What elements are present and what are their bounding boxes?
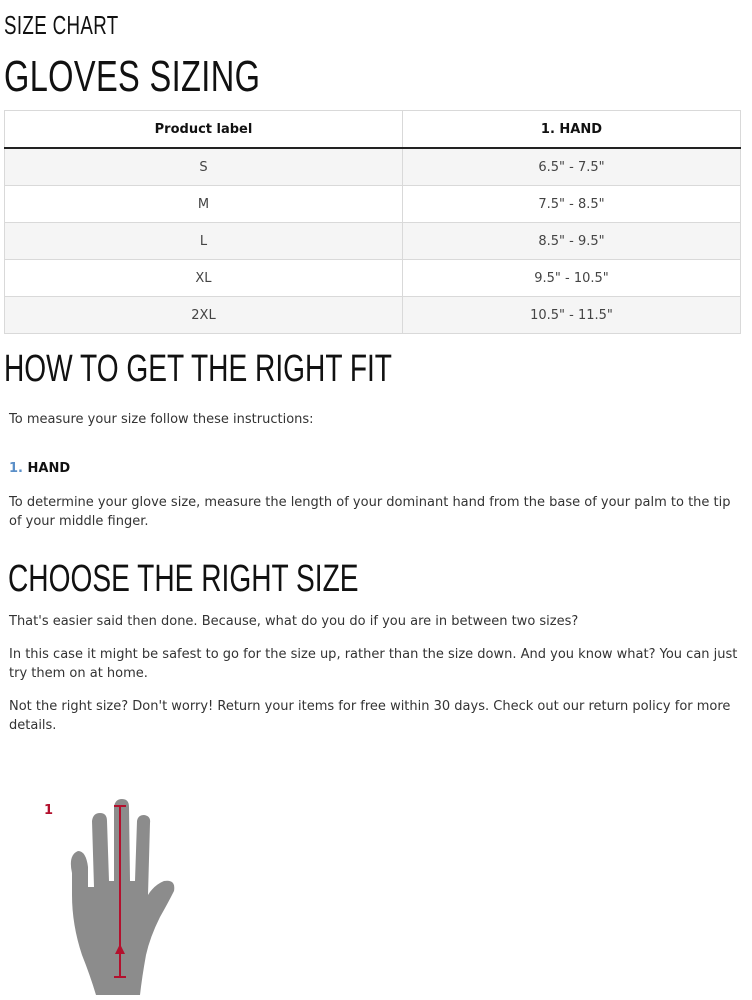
- measure-number: 1.: [9, 461, 23, 476]
- hand-icon: [71, 799, 174, 995]
- column-header-product-label: Product label: [5, 111, 403, 149]
- size-label-cell: XL: [5, 260, 403, 297]
- choose-section-title: CHOOSE THE RIGHT SIZE: [8, 558, 359, 600]
- hand-range-cell: 10.5" - 11.5": [402, 297, 740, 334]
- measure-label: HAND: [27, 461, 71, 476]
- size-label-cell: M: [5, 186, 403, 223]
- page-title: GLOVES SIZING: [4, 52, 261, 101]
- size-chart-eyebrow: SIZE CHART: [4, 10, 119, 40]
- fit-intro-text: To measure your size follow these instructions:: [9, 412, 314, 427]
- measure-hand-label: [9, 461, 70, 476]
- measure-hand-text: To determine your glove size, measure the length of your dominant hand from the base of your palm to the tip of your middle finger.: [9, 495, 731, 529]
- hand-range-cell: 6.5" - 7.5": [402, 148, 740, 186]
- hand-range-cell: 7.5" - 8.5": [402, 186, 740, 223]
- choose-paragraph: That's easier said then done. Because, what do you do if you are in between two sizes?: [9, 614, 579, 629]
- diagram-marker-label: 1: [44, 803, 54, 818]
- size-table: [4, 110, 741, 334]
- hand-range-cell: 8.5" - 9.5": [402, 223, 740, 260]
- table-header-row: [5, 111, 741, 149]
- hand-range-cell: 9.5" - 10.5": [402, 260, 740, 297]
- column-header-hand: 1. HAND: [402, 111, 740, 149]
- size-label-cell: 2XL: [5, 297, 403, 334]
- fit-section-title: HOW TO GET THE RIGHT FIT: [4, 348, 392, 390]
- table-row: [5, 186, 741, 223]
- size-label-cell: L: [5, 223, 403, 260]
- size-label-cell: S: [5, 148, 403, 186]
- table-row: [5, 297, 741, 334]
- table-row: [5, 223, 741, 260]
- hand-measure-diagram: [60, 795, 190, 1000]
- table-row: [5, 260, 741, 297]
- choose-paragraph: In this case it might be safest to go for the size up, rather than the size down. And you know what? You can just try them on at home.: [9, 647, 738, 681]
- choose-paragraph: Not the right size? Don't worry! Return your items for free within 30 days. Check out our return policy for more details.: [9, 699, 731, 733]
- table-row: [5, 148, 741, 186]
